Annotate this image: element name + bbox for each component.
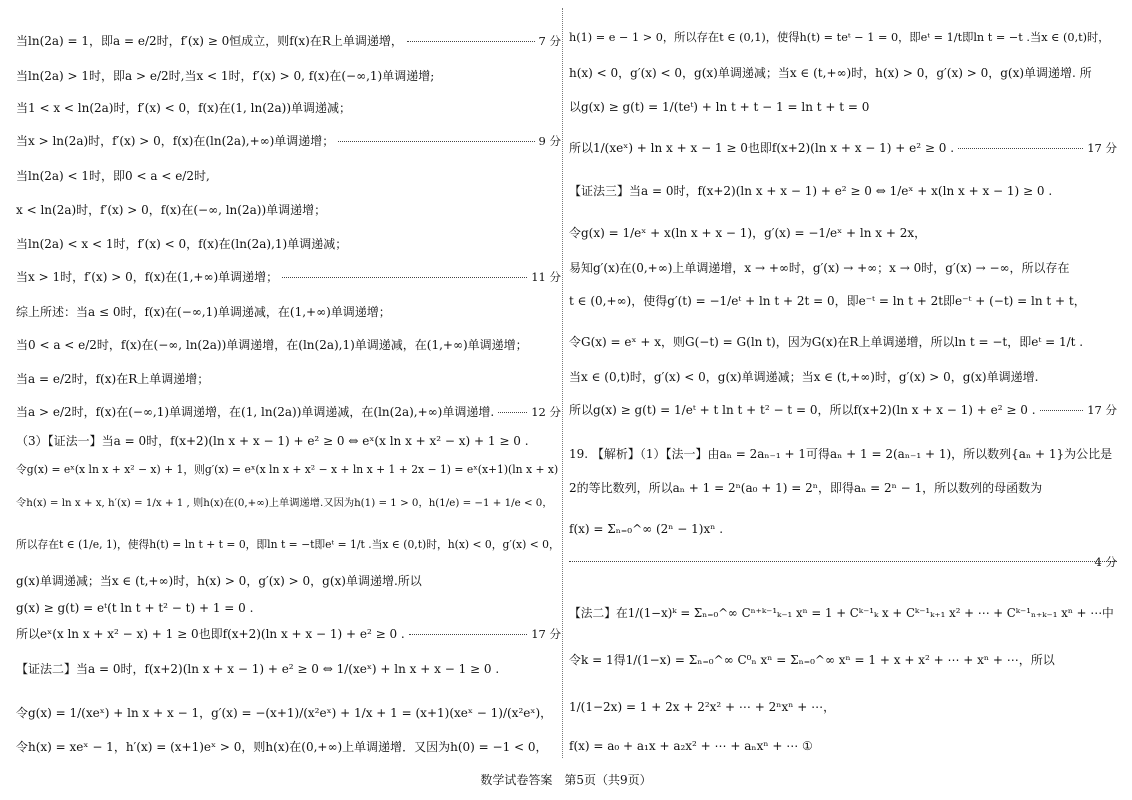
solution-line (569, 224, 1117, 241)
line-text: g(x) ≥ g(t) = eᵗ(t ln t + t² − t) + 1 = 0 . (16, 600, 254, 615)
line-text: 19. 【解析】（1）【法一】由aₙ = 2aₙ₋₁ + 1可得aₙ + 1 = 2(aₙ₋₁ + 1)，所以数列{aₙ + 1}为公比是 (569, 446, 1113, 461)
score-marker: 7 分 (538, 34, 561, 48)
line-text: 所以g(x) ≥ g(t) = 1/eᵗ + t ln t + t² − t = 0，所以f(x+2)(ln x + x − 1) + e² ≥ 0 . (569, 403, 1036, 417)
line-text: 令h(x) = xeˣ − 1，h′(x) = (x+1)eˣ > 0，则h(x)在(0,+∞)上单调递增．又因为h(0) = −1 < 0， (16, 739, 548, 754)
line-text: 所以1/(xeˣ) + ln x + x − 1 ≥ 0也即f(x+2)(ln x + x − 1) + e² ≥ 0 . (569, 141, 955, 155)
dot-leader (409, 634, 527, 635)
solution-line (16, 626, 561, 642)
solution-line (16, 67, 561, 84)
line-text: 当ln(2a) < x < 1时，f′(x) < 0，f(x)在(ln(2a),1)单调递减； (16, 236, 348, 251)
solution-line (16, 495, 561, 511)
dot-leader (282, 277, 527, 278)
line-text: 当a = e/2时，f(x)在R上单调递增； (16, 371, 210, 386)
dot-leader (407, 41, 535, 42)
line-text: 令g(x) = 1/eˣ + x(ln x + x − 1)，g′(x) = −1/eˣ + ln x + 2x， (569, 225, 927, 240)
line-text: 易知g′(x)在(0,+∞)上单调递增，x → +∞时，g′(x) → +∞；x → 0时，g′(x) → −∞，所以存在 (569, 260, 1070, 275)
solution-line (569, 604, 1117, 621)
solution-line (16, 404, 561, 420)
solution-line (16, 704, 561, 721)
line-text: 当ln(2a) > 1时，即a > e/2时,当x < 1时，f′(x) > 0, f(x)在(−∞,1)单调递增; (16, 68, 435, 83)
dot-leader (958, 148, 1083, 149)
solution-line (16, 269, 561, 285)
solution-line (16, 432, 561, 449)
score-marker: 12 分 (531, 405, 561, 419)
line-text: 【证法三】当a = 0时，f(x+2)(ln x + x − 1) + e² ≥ 0 ⇔ 1/eˣ + x(ln x + x − 1) ≥ 0 . (569, 183, 1053, 198)
line-text: 当ln(2a) = 1，即a = e/2时，f′(x) ≥ 0恒成立，则f(x)在R上单调递增， (16, 34, 403, 48)
solution-line (569, 292, 1117, 309)
solution-line (16, 738, 561, 755)
line-text: 【法二】在1/(1−x)ᵏ = Σₙ₌₀^∞ Cⁿ⁺ᵏ⁻¹ₖ₋₁ xⁿ = 1 + Cᵏ⁻¹ₖ x + Cᵏ⁻¹ₖ₊₁ x² + ⋯ + Cᵏ⁻¹ₙ₊ₖ₋₁ xⁿ + ⋯中 (569, 606, 1114, 620)
line-text: t ∈ (0,+∞)，使得g′(t) = −1/eᵗ + ln t + 2t = 0，即e⁻ᵗ = ln t + 2t即e⁻ᵗ + (−t) = ln t + t， (569, 293, 1086, 308)
rule-score: 4 分 (1094, 555, 1117, 569)
line-text: 令g(x) = 1/(xeˣ) + ln x + x − 1，g′(x) = −(x+1)/(x²eˣ) + 1/x + 1 = (x+1)(xeˣ − 1)/(x²eˣ)， (16, 705, 553, 720)
line-text: g(x)单调递减；当x ∈ (t,+∞)时，h(x) > 0，g′(x) > 0，g(x)单调递增.所以 (16, 573, 422, 588)
solution-line (569, 520, 1117, 537)
solution-line (569, 651, 1117, 668)
solution-line (569, 259, 1117, 276)
line-text: 当1 < x < ln(2a)时，f′(x) < 0，f(x)在(1, ln(2a))单调递减； (16, 100, 352, 115)
line-text: 令h(x) = ln x + x, h′(x) = 1/x + 1 , 则h(x)在(0,+∞)上单调递增.又因为h(1) = 1 > 0，h(1/e) = −1 + 1/e < 0， (16, 497, 553, 509)
solution-line (16, 462, 561, 478)
line-text: 1/(1−2x) = 1 + 2x + 2²x² + ⋯ + 2ⁿxⁿ + ⋯， (569, 699, 836, 714)
solution-line (16, 133, 561, 149)
solution-line (569, 333, 1117, 350)
line-text: 令k = 1得1/(1−x) = Σₙ₌₀^∞ C⁰ₙ xⁿ = Σₙ₌₀^∞ xⁿ = 1 + x + x² + ⋯ + xⁿ + ⋯，所以 (569, 652, 1055, 667)
line-text: 综上所述：当a ≤ 0时，f(x)在(−∞,1)单调递减，在(1,+∞)单调递增； (16, 304, 391, 319)
line-text: （3）【证法一】当a = 0时，f(x+2)(ln x + x − 1) + e² ≥ 0 ⇔ eˣ(x ln x + x² − x) + 1 ≥ 0 . (16, 433, 529, 448)
solution-line (16, 660, 561, 677)
line-text: 2的等比数列，所以aₙ + 1 = 2ⁿ(a₀ + 1) = 2ⁿ，即得aₙ = 2ⁿ − 1，所以数列的母函数为 (569, 480, 1043, 495)
solution-line (569, 698, 1117, 715)
dot-leader (1040, 410, 1084, 411)
solution-line (569, 402, 1117, 418)
line-text: 令G(x) = eˣ + x，则G(−t) = G(ln t)，因为G(x)在R上单调递增，所以ln t = −t，即eᵗ = 1/t . (569, 334, 1084, 349)
dot-leader (338, 141, 534, 142)
solution-line (16, 599, 561, 616)
score-marker: 11 分 (531, 270, 561, 284)
score-marker: 9 分 (538, 134, 561, 148)
line-text: x < ln(2a)时，f′(x) > 0，f(x)在(−∞, ln(2a))单调递增； (16, 202, 327, 217)
score-marker: 17 分 (1087, 403, 1117, 417)
line-text: 【证法二】当a = 0时，f(x+2)(ln x + x − 1) + e² ≥ 0 ⇔ 1/(xeˣ) + ln x + x − 1 ≥ 0 . (16, 661, 500, 676)
solution-line (16, 303, 561, 320)
solution-line (16, 235, 561, 252)
line-text: f(x) = Σₙ₌₀^∞ (2ⁿ − 1)xⁿ . (569, 521, 724, 536)
line-text: h(x) < 0，g′(x) < 0，g(x)单调递减；当x ∈ (t,+∞)时，h(x) > 0，g′(x) > 0，g(x)单调递增. 所 (569, 65, 1092, 80)
solution-line (16, 336, 561, 353)
dotted-rule (569, 561, 1117, 562)
solution-line (569, 98, 1117, 115)
line-text: 当a > e/2时，f(x)在(−∞,1)单调递增，在(1, ln(2a))单调递减，在(ln(2a),+∞)单调递增. (16, 405, 495, 419)
solution-line (16, 33, 561, 49)
solution-line (16, 537, 561, 553)
line-text: 所以存在t ∈ (1/e, 1)，使得h(t) = ln t + t = 0，即ln t = −t即eᵗ = 1/t .当x ∈ (0,t)时，h(x) < 0，g′(x) < 0， (16, 538, 560, 551)
column-divider (562, 8, 563, 758)
page-footer: 数学试卷答案 第5页（共9页） (480, 773, 652, 787)
solution-line (16, 370, 561, 387)
solution-line (569, 140, 1117, 156)
line-text: 当0 < a < e/2时，f(x)在(−∞, ln(2a))单调递增，在(ln(2a),1)单调递减，在(1,+∞)单调递增； (16, 337, 528, 352)
line-text: 所以eˣ(x ln x + x² − x) + 1 ≥ 0也即f(x+2)(ln x + x − 1) + e² ≥ 0 . (16, 627, 405, 641)
line-text: 令g(x) = eˣ(x ln x + x² − x) + 1，则g′(x) = eˣ(x ln x + x² − x + ln x + 1 + 2x − 1) = eˣ(x+1)(ln x + x) (16, 463, 559, 476)
solution-line (569, 445, 1117, 462)
dot-leader (498, 412, 527, 413)
line-text: h(1) = e − 1 > 0，所以存在t ∈ (0,1)，使得h(t) = teᵗ − 1 = 0，即eᵗ = 1/t即ln t = −t .当x ∈ (0,t)时， (569, 31, 1110, 44)
solution-line (16, 167, 561, 184)
line-text: 当x > 1时，f′(x) > 0，f(x)在(1,+∞)单调递增； (16, 270, 279, 284)
line-text: 以g(x) ≥ g(t) = 1/(teᵗ) + ln t + t − 1 = ln t + t = 0 (569, 99, 870, 114)
solution-line (16, 99, 561, 116)
solution-line (569, 30, 1117, 46)
solution-line (569, 737, 1117, 754)
solution-line (16, 572, 561, 589)
solution-line (569, 182, 1117, 199)
line-text: 当x > ln(2a)时，f′(x) > 0，f(x)在(ln(2a),+∞)单调递增； (16, 134, 335, 148)
line-text: 当ln(2a) < 1时，即0 < a < e/2时, (16, 168, 210, 183)
solution-line (569, 64, 1117, 81)
line-text: 当x ∈ (0,t)时，g′(x) < 0，g(x)单调递减；当x ∈ (t,+∞)时，g′(x) > 0，g(x)单调递增. (569, 369, 1039, 384)
solution-line (569, 368, 1117, 385)
score-marker: 17 分 (531, 627, 561, 641)
solution-line (16, 201, 561, 218)
line-text: f(x) = a₀ + a₁x + a₂x² + ⋯ + aₙxⁿ + ⋯ ① (569, 738, 813, 753)
solution-line (569, 479, 1117, 496)
score-marker: 17 分 (1087, 141, 1117, 155)
